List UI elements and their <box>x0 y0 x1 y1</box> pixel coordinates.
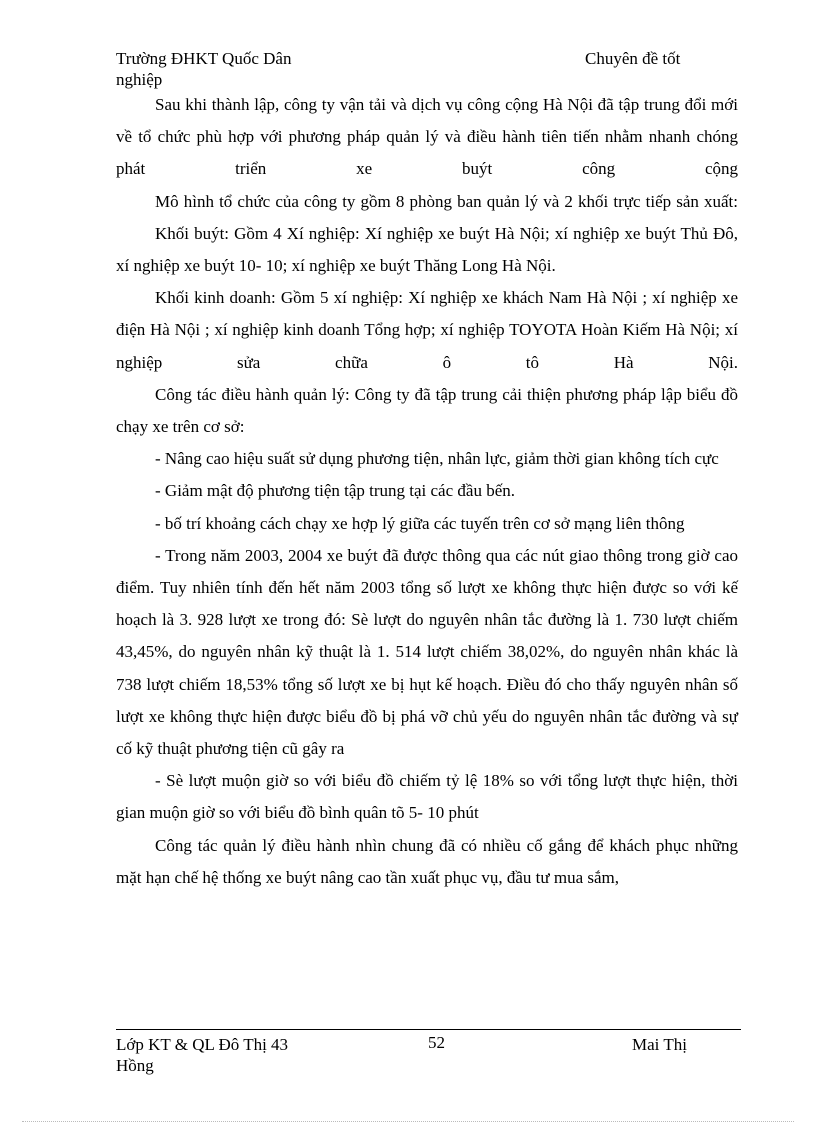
footer-author-wrap: Hồng <box>116 1056 154 1075</box>
header-title-wrap: nghiệp <box>116 70 163 89</box>
header-title: Chuyên đề tốt <box>585 49 681 68</box>
paragraph-bullet-spacing: - bố trí khoảng cách chạy xe hợp lý giữa các tuyến trên cơ sở mạng liên thông <box>155 513 685 533</box>
paragraph-bullet-density: - Giảm mật độ phương tiện tập trung tại các đầu bến. <box>155 481 515 501</box>
paragraph-org-model: Mô hình tổ chức của công ty gồm 8 phòng ban quản lý và 2 khối trực tiếp sản xuất: <box>155 191 738 211</box>
paragraph-business-block: Khối kinh doanh: Gồm 5 xí nghiệp: Xí nghiệp xe khách Nam Hà Nội ; xí nghiệp xe điện Hà Nội ; xí nghiệp kinh doanh Tổng hợp; xí nghiệp TOYOTA Hoàn Kiếm Hà Nội; xí nghiệp sửa chữa ô tô Hà Nội. <box>116 288 738 372</box>
page-number: 52 <box>428 1033 445 1052</box>
footer-author: Mai Thị <box>632 1035 687 1054</box>
paragraph-bullet-efficiency: - Nâng cao hiệu suất sử dụng phương tiện, nhân lực, giảm thời gian không tích cực <box>155 449 719 469</box>
footer-divider <box>116 1029 741 1030</box>
paragraph-intro: Sau khi thành lập, công ty vận tải và dịch vụ công cộng Hà Nội đã tập trung đổi mới về tổ chức phù hợp với phương pháp quản lý và điều hành tiên tiến nhằm nhanh chóng phát triển xe buýt công cộng <box>116 95 738 179</box>
paragraph-operation-management: Công tác điều hành quản lý: Công ty đã tập trung cải thiện phương pháp lập biểu đồ chạy xe trên cơ sở: <box>116 384 738 437</box>
body-text <box>116 89 738 894</box>
paragraph-bullet-delay: - Sè lượt muộn giờ so với biểu đồ chiếm tỷ lệ 18% so với tổng lượt thực hiện, thời gian muộn giờ so với biểu đồ bình quân tõ 5- 10 phút <box>116 771 738 823</box>
header-school: Trường ĐHKT Quốc Dân <box>116 49 292 68</box>
paragraph-bus-block: Khối buýt: Gồm 4 Xí nghiệp: Xí nghiệp xe buýt Hà Nội; xí nghiệp xe buýt Thủ Đô, xí nghiệp xe buýt 10- 10; xí nghiệp xe buýt Thăng Long Hà Nội. <box>116 223 738 276</box>
footer-class: Lớp KT & QL Đô Thị 43 <box>116 1035 289 1054</box>
paragraph-conclusion: Công tác quản lý điều hành nhìn chung đã có nhiều cố gắng để khách phục những mặt hạn chế hệ thống xe buýt nâng cao tần xuất phục vụ, đầu tư mua sắm, <box>116 835 738 887</box>
paragraph-bullet-statistics: - Trong năm 2003, 2004 xe buýt đã được thông qua các nút giao thông trong giờ cao điểm. Tuy nhiên tính đến hết năm 2003 tổng số lượt xe không thực hiện được so với kế hoạch là 3. 928 lượt xe trong đó: Sè lượt do nguyên nhân tắc đường là 1. 730 lượt chiếm 43,45%, do nguyên nhân kỹ thuật là 1. 514 lượt chiếm 38,02%, do nguyên nhân khác là 738 lượt chiếm 18,53% tổng số lượt xe bị hụt kế hoạch. Điều đó cho thấy nguyên nhân số lượt xe không thực hiện được biểu đồ bị phá vỡ chủ yếu do nguyên nhân tắc đường và sự cố kỹ thuật phương tiện cũ gây ra <box>116 545 738 759</box>
page-edge-divider <box>22 1121 794 1122</box>
